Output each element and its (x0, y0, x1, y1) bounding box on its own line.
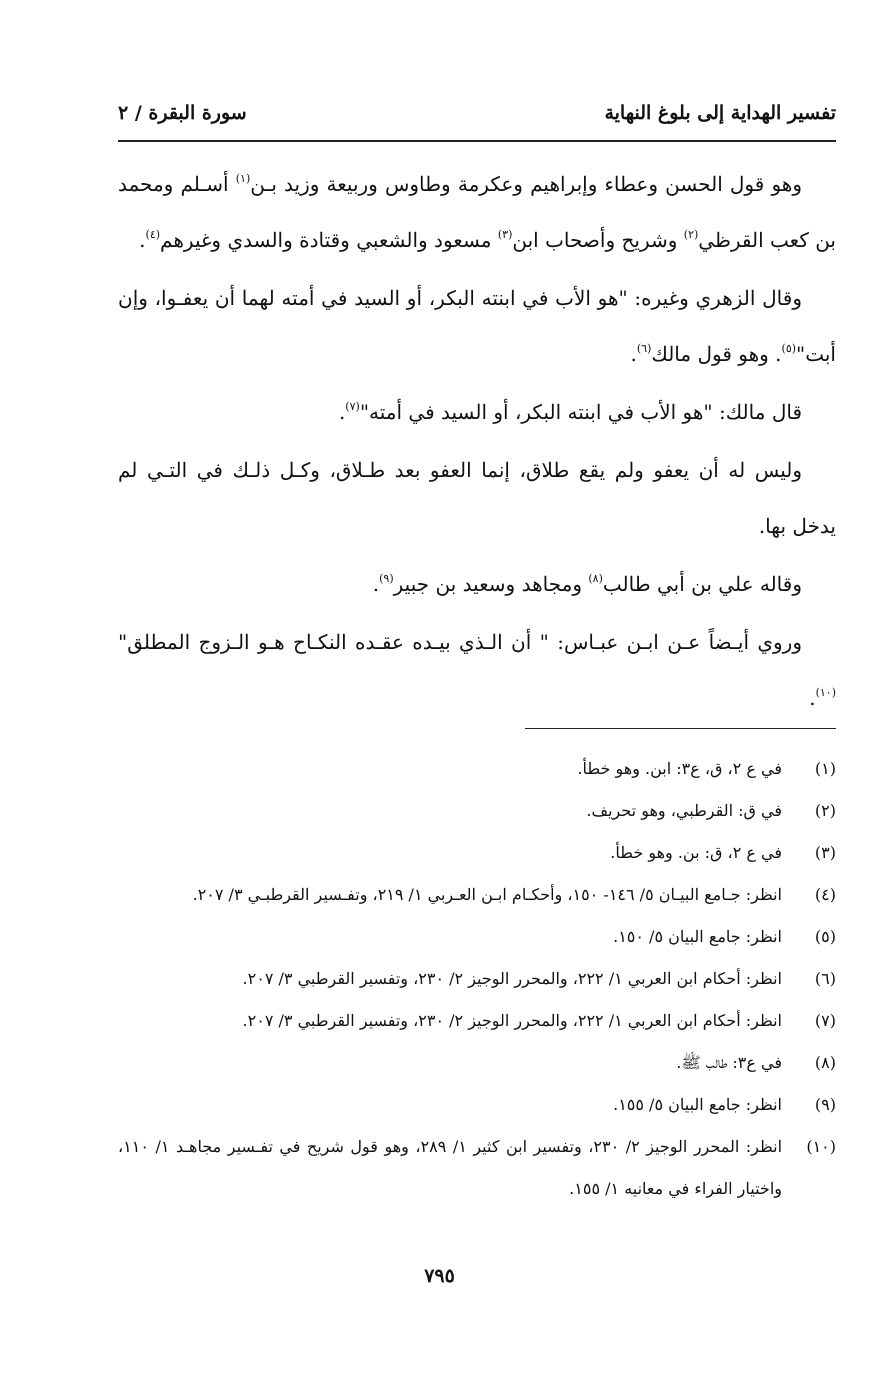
footnote-ref-4[interactable]: (٤) (145, 228, 161, 242)
text-run: وليس له أن يعفو ولم يقع طلاق، إنما العفو بعد طـلاق، وكـل ذلـك في التـي لم يدخل بها. (118, 458, 836, 538)
text-run: وقاله علي بن أبي طالب (602, 572, 802, 596)
paragraph-5 (118, 556, 836, 612)
footnote-ref-10[interactable]: (١٠) (815, 686, 836, 700)
footnote-rule (525, 728, 836, 729)
footnote-5 (118, 916, 836, 958)
text-run: وقال الزهري وغيره: "هو الأب في ابنته البكر، أو السيد في أمته لهما أن يعفـوا، وإن أبت" (118, 286, 836, 366)
text-run: . (338, 400, 346, 424)
paragraph-2 (118, 270, 836, 382)
footnote-10 (118, 1126, 836, 1210)
footnote-8 (118, 1042, 836, 1084)
footnote-number: (١) (814, 759, 836, 778)
text-run: وشريح وأصحاب ابن (512, 228, 684, 252)
footnote-text: في ع ٢، ق: بن. وهو خطأ. (610, 843, 782, 862)
footnote-ref-8[interactable]: (٨) (588, 572, 603, 586)
text-run: . (372, 572, 380, 596)
footnote-4 (118, 874, 836, 916)
footnote-text: في ع ٢، ق، ع٣: ابن. وهو خطأ. (577, 759, 782, 778)
paragraph-6 (118, 614, 836, 726)
text-run: قال مالك: "هو الأب في ابنته البكر، أو السيد في أمته" (359, 400, 802, 424)
footnote-number: (٦) (814, 969, 836, 988)
footnote-text: انظر: أحكام ابن العربي ١/ ٢٢٢، والمحرر الوجيز ٢/ ٢٣٠، وتفسير القرطبي ٣/ ٢٠٧. (242, 969, 782, 988)
running-header (118, 96, 836, 132)
footnote-3 (118, 832, 836, 874)
footnote-7 (118, 1000, 836, 1042)
footnote-9 (118, 1084, 836, 1126)
footnote-text: انظر: جـامع البيـان ٥/ ١٤٦- ١٥٠، وأحكـام ابـن العـربي ١/ ٢١٩، وتفـسير القرطبـي ٣/ ٢٠٧. (192, 885, 782, 904)
surah-label: سورة البقرة / ٢ (118, 102, 247, 124)
footnote-ref-7[interactable]: (٧) (345, 400, 360, 414)
footnote-number: (٢) (814, 801, 836, 820)
footnote-ref-2[interactable]: (٢) (683, 228, 699, 242)
text-run: وروي أيـضاً عـن ابـن عبـاس: " أن الـذي بيـده عقـده النكـاح هـو الـزوج المطلق" (118, 630, 802, 654)
text-run: مسعود والشعبي وقتادة والسدي وغيرهم (160, 228, 498, 252)
paragraph-4 (118, 442, 836, 554)
main-text (118, 156, 836, 728)
footnote-number: (٨) (814, 1053, 836, 1072)
text-run: . (630, 342, 637, 366)
footnote-number: (١٠) (806, 1137, 836, 1156)
paragraph-3 (118, 384, 836, 440)
text-run: وهو قول الحسن وعطاء وإبراهيم وعكرمة وطاوس وربيعة وزيد بـن (250, 172, 802, 196)
footnote-number: (٧) (814, 1011, 836, 1030)
footnote-1 (118, 748, 836, 790)
text-run: أسـلم ومحمد بن كعب القرظي (118, 172, 836, 252)
footnote-text: في ع٣: طالب ﷺ. (676, 1053, 782, 1072)
footnote-ref-9[interactable]: (٩) (379, 572, 394, 586)
footnote-ref-6[interactable]: (٦) (636, 342, 652, 356)
text-run: . وهو قول مالك (651, 342, 782, 366)
footnote-ref-3[interactable]: (٣) (497, 228, 513, 242)
text-run: . (809, 686, 816, 710)
header-rule (118, 140, 836, 142)
footnote-text: انظر: المحرر الوجيز ٢/ ٢٣٠، وتفسير ابن كثير ١/ ٢٨٩، وهو قول شريح في تفـسير مجاهـد ١/ ١١٠، واختيار الفراء في معانيه ١/ ١٥٥. (118, 1137, 783, 1198)
footnote-text: في ق: القرطبي، وهو تحريف. (586, 801, 782, 820)
text-run: . (139, 228, 146, 252)
footnote-number: (٥) (814, 927, 836, 946)
footnote-2 (118, 790, 836, 832)
paragraph-1 (118, 156, 836, 268)
page-number: ٧٩٥ (424, 1265, 455, 1287)
footnote-text: انظر: جامع البيان ٥/ ١٥٥. (613, 1095, 782, 1114)
text-run: ومجاهد وسعيد بن جبير (393, 572, 589, 596)
footnote-6 (118, 958, 836, 1000)
footnote-ref-5[interactable]: (٥) (781, 342, 797, 356)
footnote-number: (٤) (814, 885, 836, 904)
footnote-number: (٩) (814, 1095, 836, 1114)
book-title: تفسير الهداية إلى بلوغ النهاية (604, 102, 836, 124)
footnote-ref-1[interactable]: (١) (235, 172, 251, 186)
footnote-number: (٣) (814, 843, 836, 862)
footnote-text: انظر: جامع البيان ٥/ ١٥٠. (613, 927, 782, 946)
footnote-text: انظر: أحكام ابن العربي ١/ ٢٢٢، والمحرر الوجيز ٢/ ٢٣٠، وتفسير القرطبي ٣/ ٢٠٧. (242, 1011, 782, 1030)
footnotes (118, 748, 836, 1210)
